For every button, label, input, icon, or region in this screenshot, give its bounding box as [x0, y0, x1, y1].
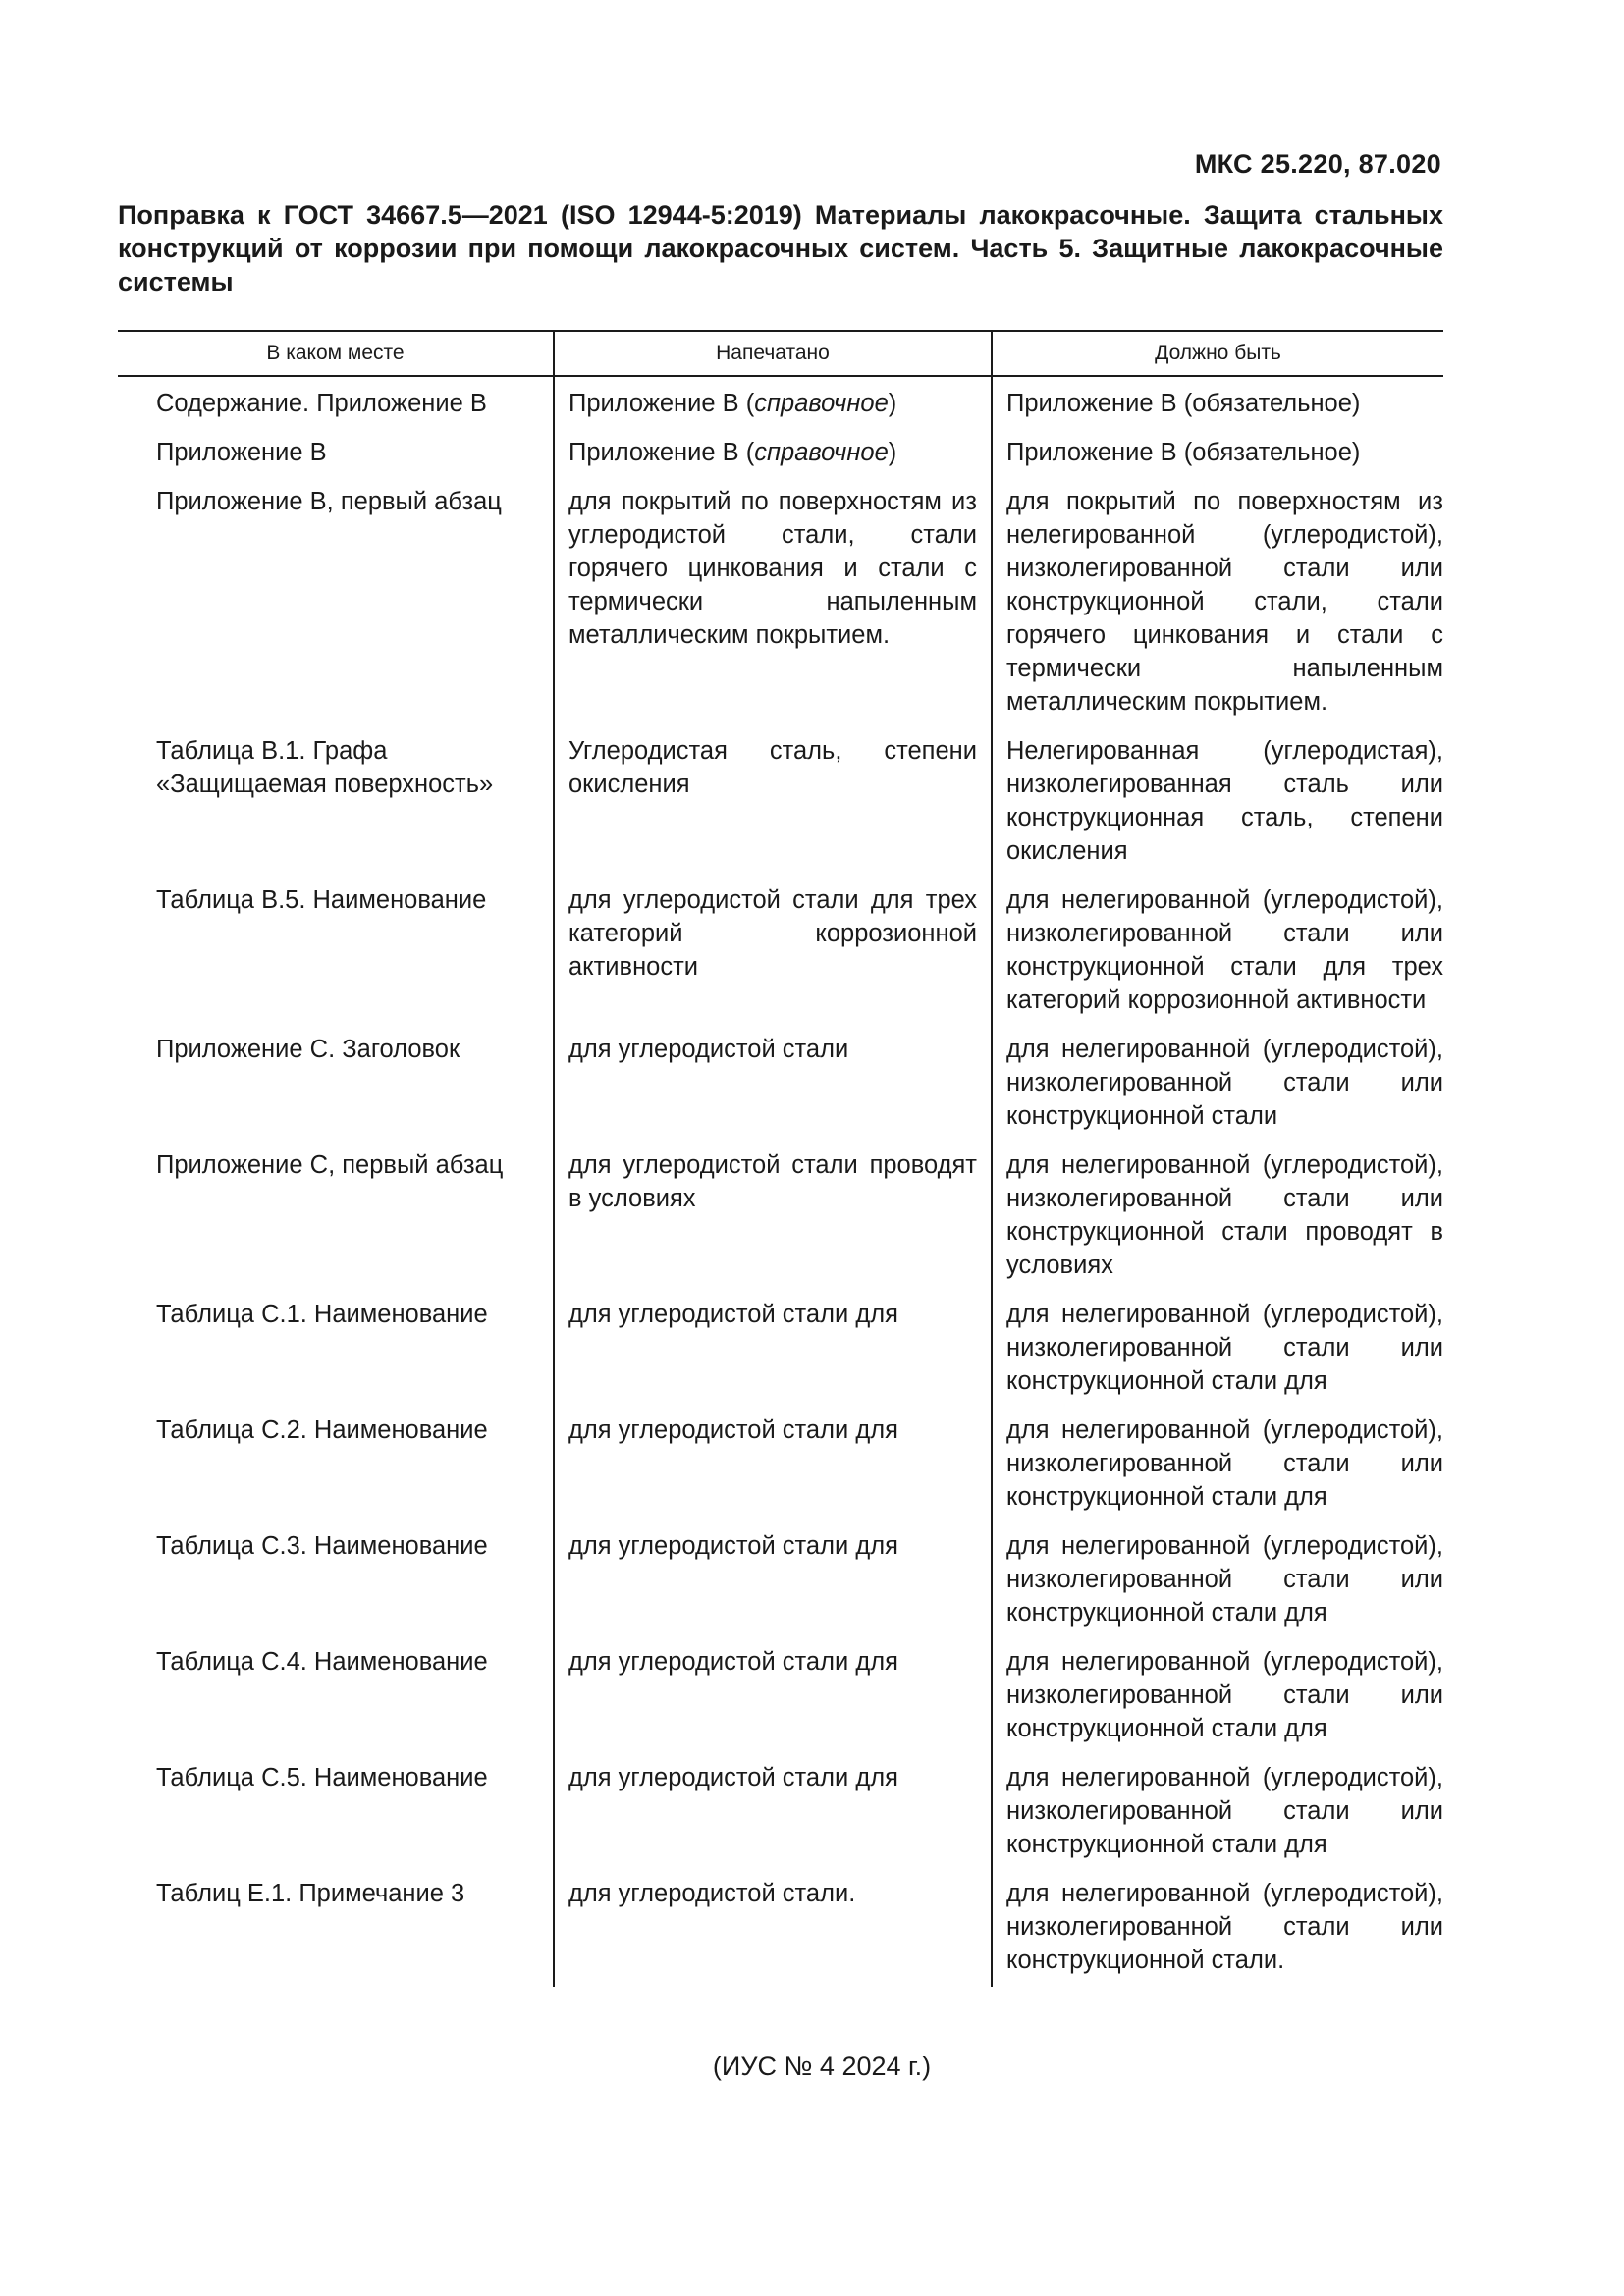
ius-footer: (ИУС № 4 2024 г.): [712, 2052, 932, 2081]
cell-place: Содержание. Приложение В: [156, 390, 487, 417]
printed-text: Приложение В (: [568, 439, 755, 466]
table-row: [118, 1414, 1443, 1529]
cell-printed: [554, 376, 992, 436]
cell-printed: для углеродистой стали проводят в условиях: [554, 1148, 992, 1298]
cell-should-be: Приложение В (обязательное): [992, 376, 1443, 436]
column-header-place: В каком месте: [118, 331, 554, 376]
table-row: [118, 883, 1443, 1033]
cell-place: Таблица С.5. Наименование: [156, 1764, 488, 1791]
cell-place: Приложение В: [156, 439, 327, 466]
cell-printed: для углеродистой стали для трех категорий коррозионной активности: [554, 883, 992, 1033]
cell-printed: для углеродистой стали для: [554, 1529, 992, 1645]
cell-should-be: для нелегированной (углеродистой), низколегированной стали или конструкционной стали проводят в условиях: [992, 1148, 1443, 1298]
amendment-table: [118, 330, 1443, 1987]
title-line: конструкций от коррозии при помощи лакокрасочных систем. Часть 5. Защитные лакокрасочные: [118, 234, 1443, 263]
table-row: [118, 1529, 1443, 1645]
cell-printed: для углеродистой стали: [554, 1033, 992, 1148]
table-row: [118, 1148, 1443, 1298]
cell-place: Таблица В.5. Наименование: [156, 886, 487, 914]
printed-text-tail: ): [888, 390, 897, 417]
cell-printed: для углеродистой стали для: [554, 1298, 992, 1414]
cell-should-be: Нелегированная (углеродистая), низколегированная сталь или конструкционная сталь, степени окисления: [992, 734, 1443, 883]
cell-should-be: для нелегированной (углеродистой), низколегированной стали или конструкционной стали: [992, 1033, 1443, 1148]
table-row: [118, 1877, 1443, 1987]
cell-should-be: для покрытий по поверхностям из нелегированной (углеродистой), низколегированной стали или конструкционной стали, стали горячего цинкования и стали с термически напыленным металлическим покрытием.: [992, 485, 1443, 734]
cell-place: Приложение С. Заголовок: [156, 1036, 460, 1063]
table-row: [118, 1298, 1443, 1414]
cell-should-be: для нелегированной (углеродистой), низколегированной стали или конструкционной стали для: [992, 1645, 1443, 1761]
cell-should-be: для нелегированной (углеродистой), низколегированной стали или конструкционной стали для: [992, 1761, 1443, 1877]
document-title: [118, 198, 1443, 298]
cell-should-be: для нелегированной (углеродистой), низколегированной стали или конструкционной стали для: [992, 1529, 1443, 1645]
cell-place: Таблица С.4. Наименование: [156, 1648, 488, 1676]
cell-should-be: для нелегированной (углеродистой), низколегированной стали или конструкционной стали для: [992, 1414, 1443, 1529]
table-row: [118, 1645, 1443, 1761]
cell-place: Таблица С.1. Наименование: [156, 1301, 488, 1328]
printed-text-tail: ): [888, 439, 897, 466]
printed-italic-text: справочное: [754, 439, 889, 466]
cell-printed: для углеродистой стали для: [554, 1645, 992, 1761]
title-line: системы: [118, 267, 234, 296]
title-line: Поправка к ГОСТ 34667.5—2021 (ISO 12944-5:2019) Материалы лакокрасочные. Защита стальных: [118, 200, 1443, 230]
cell-place: Таблиц Е.1. Примечание 3: [156, 1880, 465, 1907]
table-row: [118, 734, 1443, 883]
cell-printed: для углеродистой стали для: [554, 1761, 992, 1877]
cell-printed: для покрытий по поверхностям из углеродистой стали, стали горячего цинкования и стали с термически напыленным металлическим покрытием.: [554, 485, 992, 734]
table-row: [118, 485, 1443, 734]
cell-place: Приложение С, первый абзац: [156, 1151, 504, 1179]
printed-italic-text: справочное: [754, 390, 889, 417]
cell-place: Приложение В, первый абзац: [156, 488, 502, 515]
printed-text: Приложение В (: [568, 390, 755, 417]
cell-printed: Углеродистая сталь, степени окисления: [554, 734, 992, 883]
cell-place: Таблица С.3. Наименование: [156, 1532, 488, 1560]
cell-place: Таблица В.1. Графа «Защищаемая поверхность»: [156, 737, 494, 798]
cell-printed: [554, 436, 992, 485]
table-row: [118, 436, 1443, 485]
cell-should-be: для нелегированной (углеродистой), низколегированной стали или конструкционной стали для трех категорий коррозионной активности: [992, 883, 1443, 1033]
table-row: [118, 376, 1443, 436]
cell-printed: для углеродистой стали.: [554, 1877, 992, 1987]
column-header-should-be: Должно быть: [992, 331, 1443, 376]
table-row: [118, 1033, 1443, 1148]
table-header-row: [118, 331, 1443, 376]
cell-should-be: для нелегированной (углеродистой), низколегированной стали или конструкционной стали.: [992, 1877, 1443, 1987]
cell-should-be: для нелегированной (углеродистой), низколегированной стали или конструкционной стали для: [992, 1298, 1443, 1414]
cell-printed: для углеродистой стали для: [554, 1414, 992, 1529]
column-header-printed: Напечатано: [554, 331, 992, 376]
cell-should-be: Приложение В (обязательное): [992, 436, 1443, 485]
table-row: [118, 1761, 1443, 1877]
mks-code: МКС 25.220, 87.020: [1194, 149, 1441, 179]
cell-place: Таблица С.2. Наименование: [156, 1416, 488, 1444]
